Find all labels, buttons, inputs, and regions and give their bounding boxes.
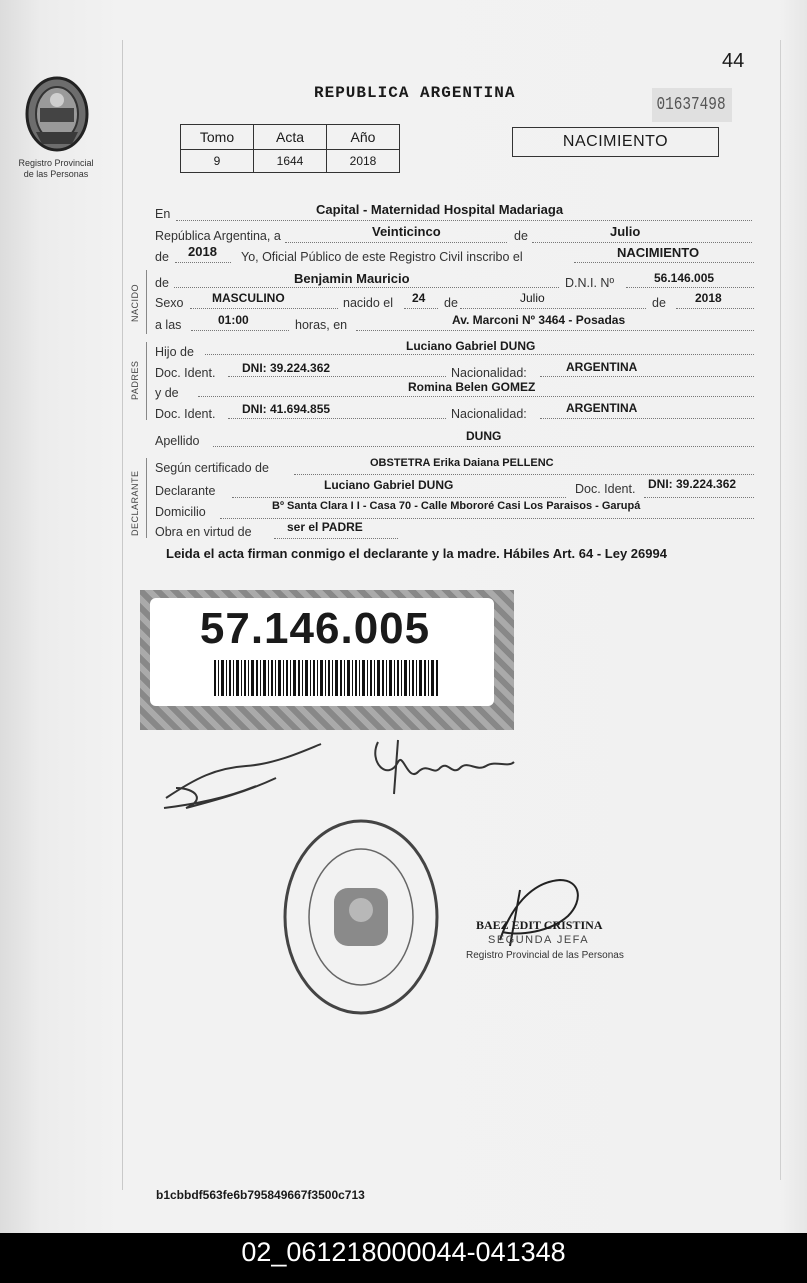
sheet-left-edge bbox=[122, 40, 123, 1190]
label-nacionalidad: Nacionalidad: bbox=[451, 407, 527, 421]
section-divider-declarante bbox=[146, 458, 147, 538]
official-role: SEGUNDA JEFA bbox=[488, 934, 590, 946]
official-office: Registro Provincial de las Personas bbox=[466, 950, 624, 961]
label-y-de: y de bbox=[155, 386, 179, 400]
side-label-padres: PADRES bbox=[130, 360, 140, 400]
barcode-bars bbox=[214, 660, 438, 696]
value-sex: MASCULINO bbox=[212, 291, 285, 305]
value-birth-month: Julio bbox=[520, 291, 545, 305]
row-line bbox=[532, 222, 752, 243]
label-oficial-inscribe: Yo, Oficial Público de este Registro Civil inscribo el bbox=[241, 250, 523, 264]
value-father-doc: DNI: 39.224.362 bbox=[242, 361, 331, 375]
label-de: de bbox=[652, 296, 666, 310]
value-child-dni: 56.146.005 bbox=[654, 271, 715, 285]
value-birth-day: 24 bbox=[412, 291, 426, 305]
official-oval-seal bbox=[282, 818, 440, 1016]
value-mother-doc: DNI: 41.694.855 bbox=[242, 402, 331, 416]
official-name: BAEZ EDIT CRISTINA bbox=[476, 918, 603, 932]
label-de: de bbox=[444, 296, 458, 310]
registry-value-anio: 2018 bbox=[327, 150, 400, 173]
label-de: de bbox=[155, 250, 169, 264]
value-birth-address: Av. Marconi Nº 3464 - Posadas bbox=[452, 313, 626, 327]
value-declarant-address: Bº Santa Clara I I - Casa 70 - Calle Mbororé Casi Los Paraisos - Garupá bbox=[272, 500, 641, 512]
registry-value-tomo: 9 bbox=[181, 150, 254, 173]
document-hash: b1cbbdf563fe6b795849667f3500c713 bbox=[156, 1188, 365, 1202]
label-domicilio: Domicilio bbox=[155, 505, 206, 519]
barcode-number: 57.146.005 bbox=[199, 604, 431, 653]
label-nacionalidad: Nacionalidad: bbox=[451, 366, 527, 380]
registry-header-acta: Acta bbox=[254, 125, 327, 150]
registry-header-tomo: Tomo bbox=[181, 125, 254, 150]
label-doc-ident: Doc. Ident. bbox=[155, 366, 216, 380]
logo-caption-line1: Registro Provincial bbox=[18, 158, 94, 168]
value-father-nationality: ARGENTINA bbox=[566, 360, 638, 374]
province-coat-of-arms-logo bbox=[22, 74, 92, 154]
registry-header-anio: Año bbox=[327, 125, 400, 150]
value-declarant-name: Luciano Gabriel DUNG bbox=[324, 478, 454, 492]
footer-code: 02_061218000044-041348 bbox=[241, 1237, 566, 1267]
side-label-declarante: DECLARANTE bbox=[130, 470, 140, 536]
closing-note: Leida el acta firman conmigo el declarante y la madre. Hábiles Art. 64 - Ley 26994 bbox=[166, 546, 667, 561]
value-mother-name: Romina Belen GOMEZ bbox=[408, 380, 536, 394]
page-number: 44 bbox=[722, 50, 745, 72]
value-inscription-type: NACIMIENTO bbox=[617, 245, 700, 260]
value-father-name: Luciano Gabriel DUNG bbox=[406, 339, 536, 353]
label-hijo-de: Hijo de bbox=[155, 345, 194, 359]
label-en: En bbox=[155, 207, 171, 221]
logo-caption bbox=[6, 158, 106, 180]
section-divider-nacido bbox=[146, 270, 147, 334]
label-declarante: Declarante bbox=[155, 484, 216, 498]
label-apellido: Apellido bbox=[155, 434, 200, 448]
value-place: Capital - Maternidad Hospital Madariaga bbox=[316, 202, 564, 217]
section-divider-padres bbox=[146, 342, 147, 420]
value-birth-time: 01:00 bbox=[218, 313, 249, 327]
label-doc-ident: Doc. Ident. bbox=[155, 407, 216, 421]
label-a-las: a las bbox=[155, 318, 182, 332]
value-child-name: Benjamin Mauricio bbox=[294, 271, 410, 286]
act-type-box: NACIMIENTO bbox=[512, 127, 719, 157]
value-certificate-by: OBSTETRA Erika Daiana PELLENC bbox=[370, 457, 554, 469]
value-month: Julio bbox=[610, 224, 641, 239]
signature-right bbox=[368, 732, 518, 798]
value-acting-as: ser el PADRE bbox=[287, 520, 363, 534]
label-obra-en-virtud: Obra en virtud de bbox=[155, 525, 252, 539]
label-sexo: Sexo bbox=[155, 296, 184, 310]
label-nacido-el: nacido el bbox=[343, 296, 394, 310]
label-de: de bbox=[514, 229, 528, 243]
value-surname: DUNG bbox=[466, 429, 502, 443]
side-label-nacido: NACIDO bbox=[130, 283, 140, 322]
row-line bbox=[460, 288, 646, 309]
label-republica: República Argentina, a bbox=[155, 229, 281, 243]
registry-table bbox=[180, 124, 400, 173]
value-mother-nationality: ARGENTINA bbox=[566, 401, 638, 415]
label-de: de bbox=[155, 276, 169, 290]
label-dni: D.N.I. Nº bbox=[565, 276, 615, 290]
value-year: 2018 bbox=[188, 244, 217, 259]
stamped-number: 01637498 bbox=[652, 88, 732, 122]
label-segun-certificado: Según certificado de bbox=[155, 461, 269, 475]
label-horas-en: horas, en bbox=[295, 318, 348, 332]
registry-value-acta: 1644 bbox=[254, 150, 327, 173]
value-declarant-doc: DNI: 39.224.362 bbox=[648, 477, 737, 491]
value-day-words: Veinticinco bbox=[372, 224, 441, 239]
signature-left bbox=[156, 738, 326, 818]
sheet-right-edge bbox=[780, 40, 781, 1180]
logo-caption-line2: de las Personas bbox=[23, 169, 89, 179]
label-doc-ident: Doc. Ident. bbox=[575, 482, 636, 496]
value-birth-year: 2018 bbox=[695, 291, 722, 305]
country-title: REPUBLICA ARGENTINA bbox=[314, 84, 516, 102]
